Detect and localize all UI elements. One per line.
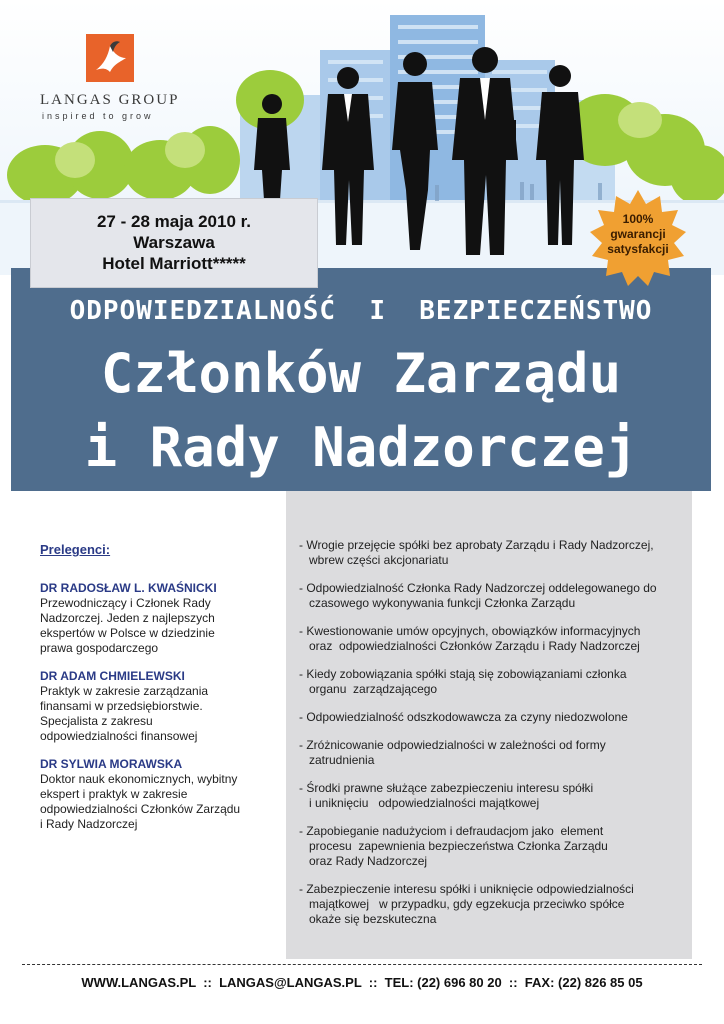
topic-item: - Zabezpieczenie interesu spółki i uniknięcie odpowiedzialności majątkowej w przypadku, gdy egzekucja przeciwko spółce okaże się bezskuteczna: [299, 882, 634, 926]
topic-item: - Kwestionowanie umów opcyjnych, obowiązków informacyjnych oraz odpowiedzialności Członków Zarządu i Rady Nadzorczej: [299, 624, 641, 653]
footer-contact: WWW.LANGAS.PL :: LANGAS@LANGAS.PL :: TEL: (22) 696 80 20 :: FAX: (22) 826 85 05: [81, 975, 643, 990]
title-subtitle: ODPOWIEDZIALNOŚĆ I BEZPIECZEŃSTWO: [69, 296, 653, 326]
speaker-name: DR SYLWIA MORAWSKA: [40, 757, 183, 771]
footer-divider: [22, 964, 702, 965]
bird-icon: [86, 34, 134, 82]
speakers-heading: Prelegenci:: [40, 542, 111, 557]
badge-line-1: 100%: [622, 212, 654, 226]
speaker-name: DR RADOSŁAW L. KWAŚNICKI: [40, 581, 217, 595]
topic-item: - Odpowiedzialność odszkodowawcza za czyny niedozwolone: [299, 710, 628, 724]
speaker-description: Praktyk w zakresie zarządzania finansami w przedsiębiorstwie. Specjalista z zakresu odpowiedzialności finansowej: [40, 684, 209, 743]
event-venue: Hotel Marriott*****: [102, 254, 246, 273]
topics-list: [299, 538, 691, 940]
speakers-section: [40, 542, 270, 845]
speaker-description: Doktor nauk ekonomicznych, wybitny ekspert i praktyk w zakresie odpowiedzialności Członków Zarządu i Rady Nadzorczej: [40, 772, 241, 831]
speaker-item: [40, 581, 270, 656]
topic-item: - Odpowiedzialność Członka Rady Nadzorczej oddelegowanego do czasowego wykonywania funkcji Członka Zarządu: [299, 581, 657, 610]
speaker-name: DR ADAM CHMIELEWSKI: [40, 669, 185, 683]
topic-item: - Zróżnicowanie odpowiedzialności w zależności od formy zatrudnienia: [299, 738, 606, 767]
event-date: 27 - 28 maja 2010 r.: [96, 212, 252, 231]
logo[interactable]: [40, 34, 190, 124]
event-info-box: [30, 198, 318, 288]
speaker-description: Przewodniczący i Członek Rady Nadzorczej. Jeden z najlepszych ekspertów w Polsce w dziedzinie prawa gospodarczego: [40, 596, 215, 655]
speaker-item: [40, 669, 270, 744]
speaker-item: [40, 757, 270, 832]
title-line-1: Członków Zarządu: [100, 342, 622, 405]
event-city: Warszawa: [133, 233, 215, 252]
title-line-2: i Rady Nadzorczej: [84, 416, 638, 479]
topic-item: - Wrogie przejęcie spółki bez aprobaty Zarządu i Rady Nadzorczej, wbrew części akcjonariatu: [299, 538, 654, 567]
satisfaction-badge: [586, 188, 690, 292]
topic-item: - Kiedy zobowiązania spółki stają się zobowiązaniami członka organu zarządzającego: [299, 667, 627, 696]
title-band: [11, 268, 711, 491]
brand-tagline: inspired to grow: [42, 111, 154, 121]
badge-line-3: satysfakcji: [607, 242, 669, 256]
badge-line-2: gwarancji: [610, 227, 666, 241]
brand-name: LANGAS GROUP: [40, 92, 180, 108]
topic-item: - Zapobieganie nadużyciom i defraudacjom jako element procesu zapewnienia bezpieczeństwa Członka Zarządu oraz Rady Nadzorczej: [299, 824, 608, 868]
topic-item: - Środki prawne służące zabezpieczeniu interesu spółki i uniknięciu odpowiedzialności majątkowej: [299, 781, 594, 810]
